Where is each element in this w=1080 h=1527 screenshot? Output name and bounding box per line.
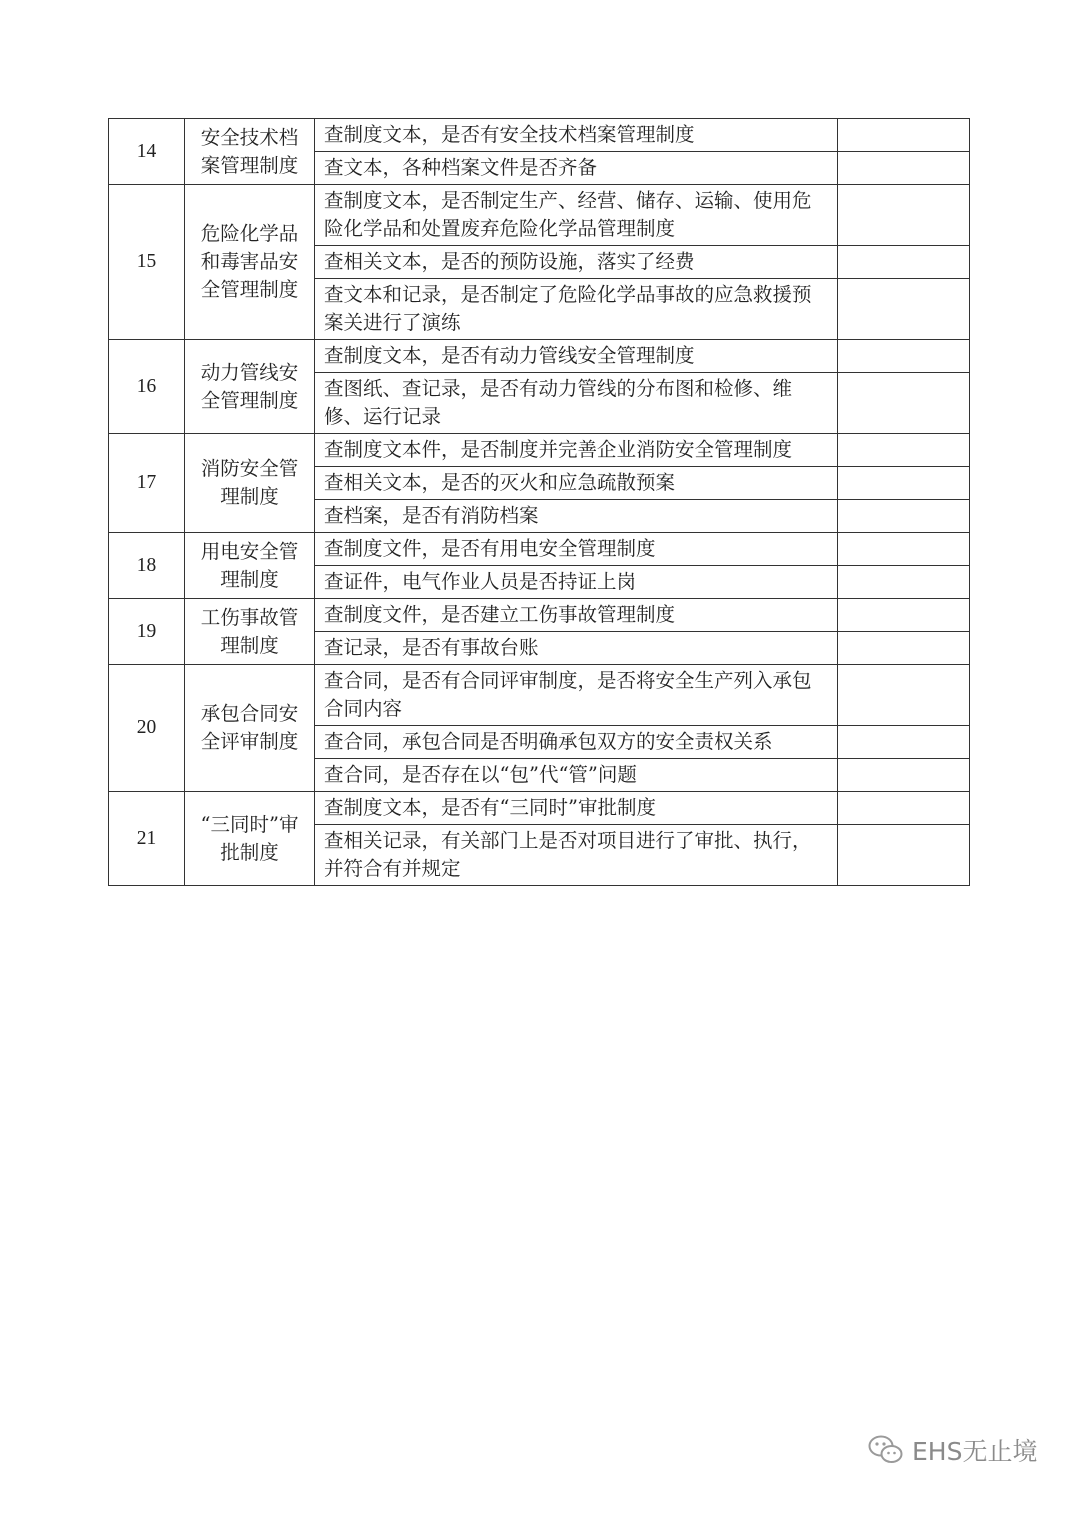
check-item-cell: 查证件，电气作业人员是否持证上岗 <box>315 566 838 599</box>
result-cell <box>838 759 970 792</box>
check-item-cell: 查制度文本，是否有“三同时”审批制度 <box>315 792 838 825</box>
result-cell <box>838 246 970 279</box>
check-item-cell: 查相关文本，是否的灭火和应急疏散预案 <box>315 467 838 500</box>
check-item-cell: 查合同，承包合同是否明确承包双方的安全责权关系 <box>315 726 838 759</box>
watermark-text: EHS无止境 <box>912 1437 1038 1466</box>
check-item-cell: 查相关记录，有关部门上是否对项目进行了审批、执行，并符合有并规定 <box>315 825 838 886</box>
check-item-cell: 查合同，是否存在以“包”代“管”问题 <box>315 759 838 792</box>
check-item-cell: 查制度文件，是否有用电安全管理制度 <box>315 533 838 566</box>
check-item-cell: 查制度文件，是否建立工伤事故管理制度 <box>315 599 838 632</box>
check-item-cell: 查制度文本件，是否制度并完善企业消防安全管理制度 <box>315 434 838 467</box>
result-cell <box>838 665 970 726</box>
check-item-cell: 查制度文本，是否制定生产、经营、储存、运输、使用危险化学品和处置废弃危险化学品管理制度 <box>315 185 838 246</box>
result-cell <box>838 533 970 566</box>
result-cell <box>838 373 970 434</box>
checklist-table <box>108 118 970 886</box>
result-cell <box>838 434 970 467</box>
check-item-cell: 查记录，是否有事故台账 <box>315 632 838 665</box>
check-item-cell: 查制度文本，是否有动力管线安全管理制度 <box>315 340 838 373</box>
result-cell <box>838 467 970 500</box>
row-number: 19 <box>109 599 185 665</box>
table-row <box>109 340 970 373</box>
result-cell <box>838 279 970 340</box>
row-number: 14 <box>109 119 185 185</box>
row-number: 21 <box>109 792 185 886</box>
result-cell <box>838 185 970 246</box>
table-row <box>109 792 970 825</box>
checklist-body <box>109 119 970 886</box>
watermark <box>868 1432 1037 1468</box>
result-cell <box>838 599 970 632</box>
row-number: 16 <box>109 340 185 434</box>
check-item-cell: 查合同，是否有合同评审制度，是否将安全生产列入承包合同内容 <box>315 665 838 726</box>
result-cell <box>838 566 970 599</box>
check-item-cell: 查制度文本，是否有安全技术档案管理制度 <box>315 119 838 152</box>
category-cell: 工伤事故管理制度 <box>185 599 315 665</box>
table-row <box>109 665 970 726</box>
table-row <box>109 533 970 566</box>
result-cell <box>838 340 970 373</box>
category-cell: 危险化学品和毒害品安全管理制度 <box>185 185 315 340</box>
category-cell: 动力管线安全管理制度 <box>185 340 315 434</box>
table-row <box>109 185 970 246</box>
result-cell <box>838 792 970 825</box>
check-item-cell: 查文本，各种档案文件是否齐备 <box>315 152 838 185</box>
category-cell: “三同时”审批制度 <box>185 792 315 886</box>
check-item-cell: 查相关文本，是否的预防设施，落实了经费 <box>315 246 838 279</box>
category-cell: 用电安全管理制度 <box>185 533 315 599</box>
result-cell <box>838 119 970 152</box>
result-cell <box>838 632 970 665</box>
result-cell <box>838 152 970 185</box>
check-item-cell: 查文本和记录，是否制定了危险化学品事故的应急救援预案关进行了演练 <box>315 279 838 340</box>
row-number: 18 <box>109 533 185 599</box>
row-number: 17 <box>109 434 185 533</box>
table-row <box>109 119 970 152</box>
category-cell: 消防安全管理制度 <box>185 434 315 533</box>
check-item-cell: 查档案，是否有消防档案 <box>315 500 838 533</box>
result-cell <box>838 726 970 759</box>
check-item-cell: 查图纸、查记录，是否有动力管线的分布图和检修、维修、运行记录 <box>315 373 838 434</box>
result-cell <box>838 825 970 886</box>
row-number: 15 <box>109 185 185 340</box>
table-row <box>109 434 970 467</box>
wechat-icon <box>868 1434 904 1466</box>
category-cell: 安全技术档案管理制度 <box>185 119 315 185</box>
result-cell <box>838 500 970 533</box>
category-cell: 承包合同安全评审制度 <box>185 665 315 792</box>
table-row <box>109 599 970 632</box>
row-number: 20 <box>109 665 185 792</box>
